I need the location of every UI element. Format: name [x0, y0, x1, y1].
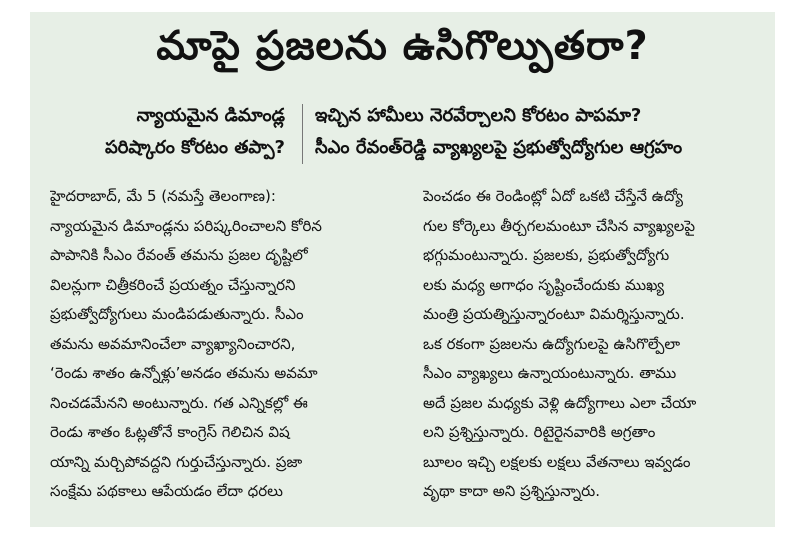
body-line: నించడమేనని అంటున్నారు. గత ఎన్నికల్లో ఈ [50, 393, 308, 412]
news-clipping [30, 12, 775, 527]
subheading-divider [302, 104, 303, 164]
body-line: బూలం ఇచ్చి లక్షలకు లక్షలు వేతనాలు ఇవ్వడం [423, 452, 691, 471]
body-line: గుల కోర్కెలు తీర్చగలమంటూ చేసిన వ్యాఖ్యలపై [423, 216, 696, 235]
body-line: హైదరాబాద్, మే 5 (నమస్తే తెలంగాణ): [50, 187, 276, 205]
body-line: సంక్షేమ పథకాలు ఆపేయడం లేదా ధరలు [50, 482, 283, 500]
body-line: తమను అవమానించేలా వ్యాఖ్యానించారని, [50, 334, 296, 353]
body-line: భగ్గుమంటున్నారు. ప్రజలకు, ప్రభుత్వోద్యోగు [423, 246, 670, 264]
body-line: లని ప్రశ్నిస్తున్నారు. రిటైరైనవారికి అగ్రతాం [423, 423, 656, 441]
subheading-right [315, 100, 775, 164]
body-line: పెంచడం ఈ రెండింట్లో ఏదో ఒకటి చేస్తేనే ఉద్యో [423, 187, 684, 205]
body-line: లకు మధ్య అగాధం సృష్టించేందుకు ముఖ్య [423, 275, 665, 294]
subheading-line: ఇచ్చిన హామీలు నెరవేర్చాలని కోరటం పాపమా? [315, 105, 642, 126]
body-line: రెండు శాతం ఓట్లతోనే కాంగ్రెస్ గెలిచిన విష [50, 423, 290, 441]
body-column-left [50, 182, 395, 507]
body-line: విలన్లుగా చిత్రీకరించే ప్రయత్నం చేస్తున్నారని [50, 275, 296, 294]
body-line: సీఎం వ్యాఖ్యలు ఉన్నాయంటున్నారు. తాము [423, 364, 677, 382]
body-line: పాపానికి సీఎం రేవంత్ తమను ప్రజల దృష్టిలో [50, 246, 308, 264]
body-line: ప్రభుత్వోద్యోగులు మండిపడుతున్నారు. సీఎం [50, 305, 304, 323]
subheading-line: సీఎం రేవంత్‌రెడ్డి వ్యాఖ్యలపై ప్రభుత్వోద్యోగుల ఆగ్రహం [315, 137, 683, 158]
body-line: ఒక రకంగా ప్రజలను ఉద్యోగులపై ఉసిగొల్పేలా [423, 334, 681, 353]
headline: మాపై ప్రజలను ఉసిగొల్పుతరా? [156, 23, 649, 69]
body-line: యాన్ని మర్చిపోవద్దని గుర్తుచేస్తున్నారు. ప్రజా [50, 452, 303, 471]
subheading-left [30, 100, 285, 164]
body-line: న్యాయమైన డిమాండ్లను పరిష్కరించాలని కోరిన [50, 216, 322, 235]
body-column-right [423, 182, 768, 507]
body-line: వృథా కాదా అని ప్రశ్నిస్తున్నారు. [423, 482, 601, 500]
body-line: ‘రెండు శాతం ఉన్నోళ్లు’అనడం తమను అవమా [50, 364, 318, 382]
subheading-line: పరిష్కారం కోరటం తప్పా? [104, 137, 285, 158]
body-line: మంత్రి ప్రయత్నిస్తున్నారంటూ విమర్శిస్తున్నారు. [423, 305, 685, 323]
subheading-line: న్యాయమైన డిమాండ్ల [136, 105, 285, 126]
body-line: అదే ప్రజల మధ్యకు వెళ్లి ఉద్యోగాలు ఎలా చేయా [423, 393, 697, 412]
